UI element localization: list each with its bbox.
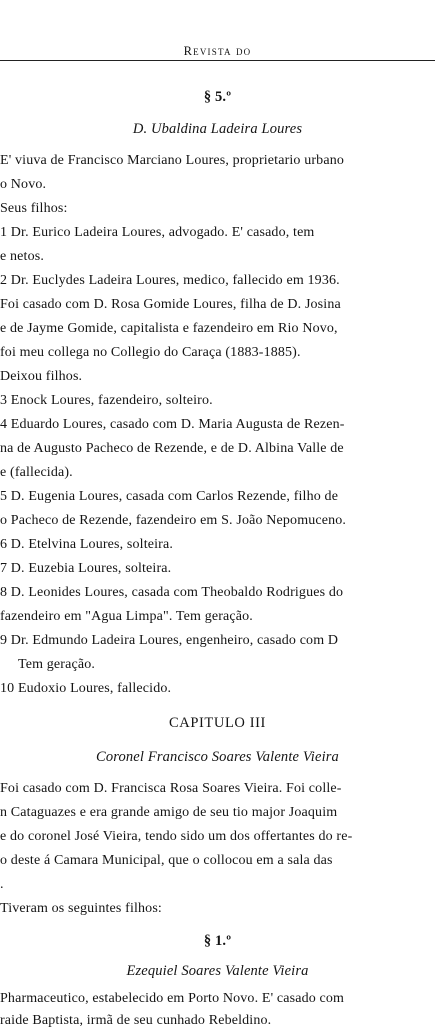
child-entry: 4 Eduardo Loures, casado com D. Maria Augusta de Rezen- (0, 417, 345, 432)
child-entry: 6 D. Etelvina Loures, solteira. (0, 537, 173, 552)
child-entry: Foi casado com D. Rosa Gomide Loures, filha de D. Josina (0, 297, 341, 312)
paragraph-line: E' viuva de Francisco Marciano Loures, proprietario urbano (0, 153, 344, 168)
child-entry: 8 D. Leonides Loures, casada com Theobaldo Rodrigues do (0, 585, 344, 600)
section-number: § 5.º (203, 89, 232, 105)
section-heading: Coronel Francisco Soares Valente Vieira (96, 749, 339, 765)
section-heading: Ezequiel Soares Valente Vieira (126, 963, 309, 979)
child-entry: e de Jayme Gomide, capitalista e fazendeiro em Rio Novo, (0, 321, 338, 336)
section-heading: D. Ubaldina Ladeira Loures (132, 121, 303, 137)
paragraph-line: raide Baptista, irmã de seu cunhado Rebeldino. (0, 1013, 272, 1028)
paragraph-line: Tiveram os seguintes filhos: (0, 901, 162, 916)
child-entry: o Pacheco de Rezende, fazendeiro em S. João Nepomuceno. (0, 513, 347, 528)
child-entry: Tem geração. (18, 657, 95, 672)
child-entry: na de Augusto Pacheco de Rezende, e de D. Albina Valle de (0, 441, 344, 456)
child-entry: 5 D. Eugenia Loures, casada com Carlos Rezende, filho de (0, 489, 339, 504)
child-entry: 10 Eudoxio Loures, fallecido. (0, 681, 172, 696)
paragraph-line: . (0, 877, 4, 892)
children-heading: Seus filhos: (0, 201, 68, 216)
child-entry: e (fallecida). (0, 465, 73, 480)
child-entry: 7 D. Euzebia Loures, solteira. (0, 561, 172, 576)
paragraph-line: o deste á Camara Municipal, que o collocou em a sala das (0, 853, 333, 868)
paragraph-line: Foi casado com D. Francisca Rosa Soares Vieira. Foi colle- (0, 781, 342, 796)
paragraph-line: Pharmaceutico, estabelecido em Porto Novo. E' casado com (0, 991, 345, 1006)
child-entry: e netos. (0, 249, 44, 264)
paragraph-line: o Novo. (0, 177, 47, 192)
child-entry: 2 Dr. Euclydes Ladeira Loures, medico, fallecido em 1936. (0, 273, 340, 288)
header-rule (0, 60, 435, 61)
section-number: § 1.º (203, 933, 232, 949)
child-entry: fazendeiro em "Agua Limpa". Tem geração. (0, 609, 253, 624)
child-entry: 1 Dr. Eurico Ladeira Loures, advogado. E' casado, tem (0, 225, 315, 240)
child-entry: 3 Enock Loures, fazendeiro, solteiro. (0, 393, 213, 408)
chapter-heading: CAPITULO III (168, 715, 266, 731)
child-entry: Deixou filhos. (0, 369, 83, 384)
paragraph-line: n Cataguazes e era grande amigo de seu tio major Joaquim (0, 805, 338, 820)
paragraph-line: e do coronel José Vieira, tendo sido um dos offertantes do re- (0, 829, 353, 844)
child-entry: foi meu collega no Collegio do Caraça (1883-1885). (0, 345, 301, 360)
running-head: Revista do (183, 44, 252, 58)
child-entry: 9 Dr. Edmundo Ladeira Loures, engenheiro, casado com D (0, 633, 339, 648)
